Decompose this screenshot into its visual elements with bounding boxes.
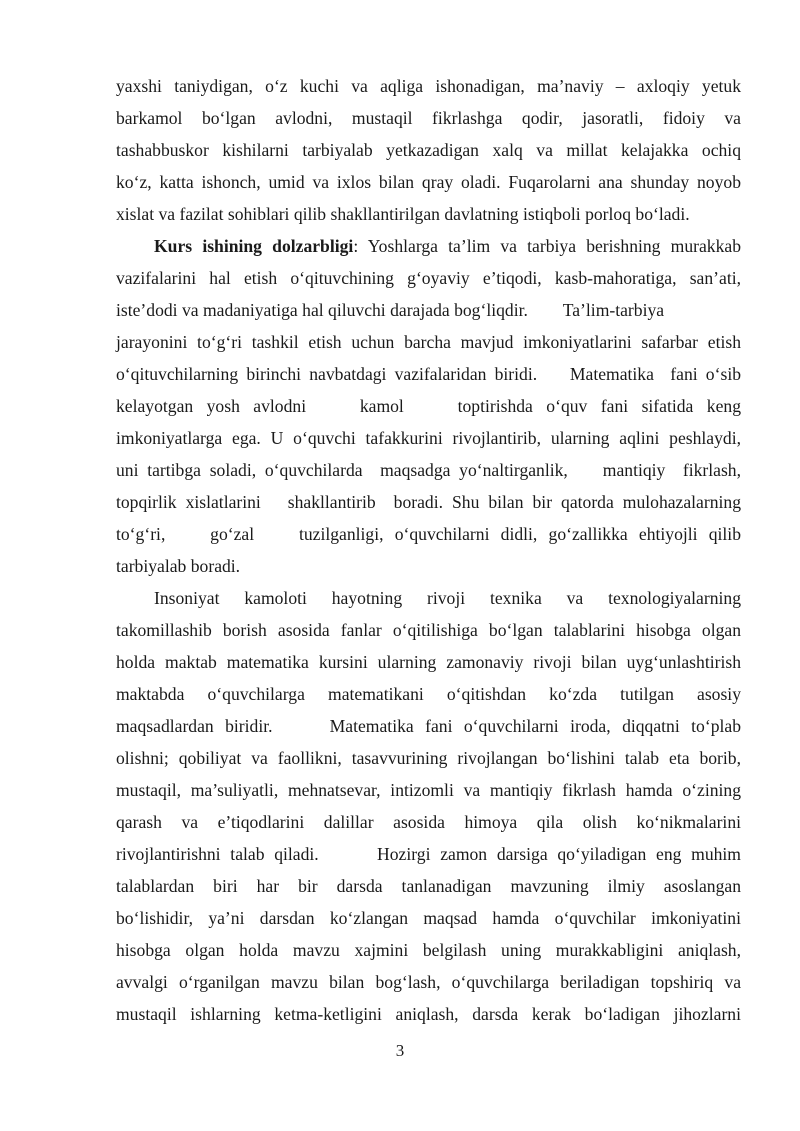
paragraph-line: talablardan biri har bir darsda tanlanadigan mavzuning ilmiy asoslangan: [116, 876, 741, 896]
paragraph-heading-line: [116, 230, 741, 262]
paragraph-line: maktabda o‘quvchilarga matematikani o‘qitishdan ko‘zda tutilgan asosiy: [116, 684, 741, 704]
paragraph-line: qarash va e’tiqodlarini dalillar asosida himoya qila olish ko‘nikmalarini: [116, 812, 741, 832]
paragraph-line: avvalgi o‘rganilgan mavzu bilan bog‘lash, o‘quvchilarga beriladigan topshiriq va: [116, 972, 741, 992]
heading-continuation: : Yoshlarga ta’lim va tarbiya berishning murakkab: [353, 236, 742, 256]
paragraph-line: xislat va fazilat sohiblari qilib shakllantirilgan davlatning istiqboli porloq bo‘ladi.: [116, 204, 690, 224]
paragraph-line: mustaqil ishlarning ketma-ketligini aniqlash, darsda kerak bo‘ladigan jihozlarni: [116, 1004, 741, 1024]
paragraph-line: topqirlik xislatlarini shakllantirib boradi. Shu bilan bir qatorda mulohazalarning: [116, 492, 741, 512]
section-heading: Kurs ishining dolzarbligi: [154, 236, 354, 256]
paragraph-line: mustaqil, ma’suliyatli, mehnatsevar, intizomli va mantiqiy fikrlash hamda o‘zining: [116, 780, 741, 800]
paragraph-line: imkoniyatlarga ega. U o‘quvchi tafakkurini rivojlantirib, ularning aqlini peshlaydi,: [116, 428, 741, 448]
page-number: 3: [395, 1041, 405, 1060]
paragraph-line: tashabbuskor kishilarni tarbiyalab yetkazadigan xalq va millat kelajakka ochiq: [116, 140, 741, 160]
paragraph-line: tarbiyalab boradi.: [116, 556, 241, 576]
paragraph-line: ko‘z, katta ishonch, umid va ixlos bilan qray oladi. Fuqarolarni ana shunday noyob: [116, 172, 741, 192]
paragraph-line: jarayonini to‘g‘ri tashkil etish uchun barcha mavjud imkoniyatlarini safarbar etish: [116, 332, 741, 352]
paragraph-line: maqsadlardan biridir. Matematika fani o‘quvchilarni iroda, diqqatni to‘plab: [116, 716, 741, 736]
paragraph-line: uni tartibga soladi, o‘quvchilarda maqsadga yo‘naltirganlik, mantiqiy fikrlash,: [116, 460, 741, 480]
paragraph-line: bo‘lishidir, ya’ni darsdan ko‘zlangan maqsad hamda o‘quvchilar imkoniyatini: [116, 908, 741, 928]
paragraph-line: kelayotgan yosh avlodni kamol toptirishda o‘quv fani sifatida keng: [116, 396, 741, 416]
paragraph-line: Insoniyat kamoloti hayotning rivoji texnika va texnologiyalarning: [154, 588, 741, 608]
paragraph-line: holda maktab matematika kursini ularning zamonaviy rivoji bilan uyg‘unlashtirish: [116, 652, 741, 672]
paragraph-line: yaxshi taniydigan, o‘z kuchi va aqliga ishonadigan, ma’naviy – axloqiy yetuk: [116, 76, 741, 96]
paragraph-line: iste’dodi va madaniyatiga hal qiluvchi darajada bog‘liqdir. Ta’lim-tarbiya: [116, 300, 665, 320]
paragraph-line: takomillashib borish asosida fanlar o‘qitilishiga bo‘lgan talablarini hisobga olgan: [116, 620, 741, 640]
paragraph-line: hisobga olgan holda mavzu xajmini belgilash uning murakkabligini aniqlash,: [116, 940, 741, 960]
paragraph-line: barkamol bo‘lgan avlodni, mustaqil fikrlashga qodir, jasoratli, fidoiy va: [116, 108, 741, 128]
paragraph-line: vazifalarini hal etish o‘qituvchining g‘oyaviy e’tiqodi, kasb-mahoratiga, san’ati,: [116, 268, 741, 288]
paragraph-line: olishni; qobiliyat va faollikni, tasavvurining rivojlangan bo‘lishini talab eta borib,: [116, 748, 741, 768]
paragraph-line: rivojlantirishni talab qiladi. Hozirgi zamon darsiga qo‘yiladigan eng muhim: [116, 844, 741, 864]
paragraph-line: o‘qituvchilarning birinchi navbatdagi vazifalaridan biridi. Matematika fani o‘sib: [116, 364, 741, 384]
paragraph-line: to‘g‘ri, go‘zal tuzilganligi, o‘quvchilarni didli, go‘zallikka ehtiyojli qilib: [116, 524, 741, 544]
